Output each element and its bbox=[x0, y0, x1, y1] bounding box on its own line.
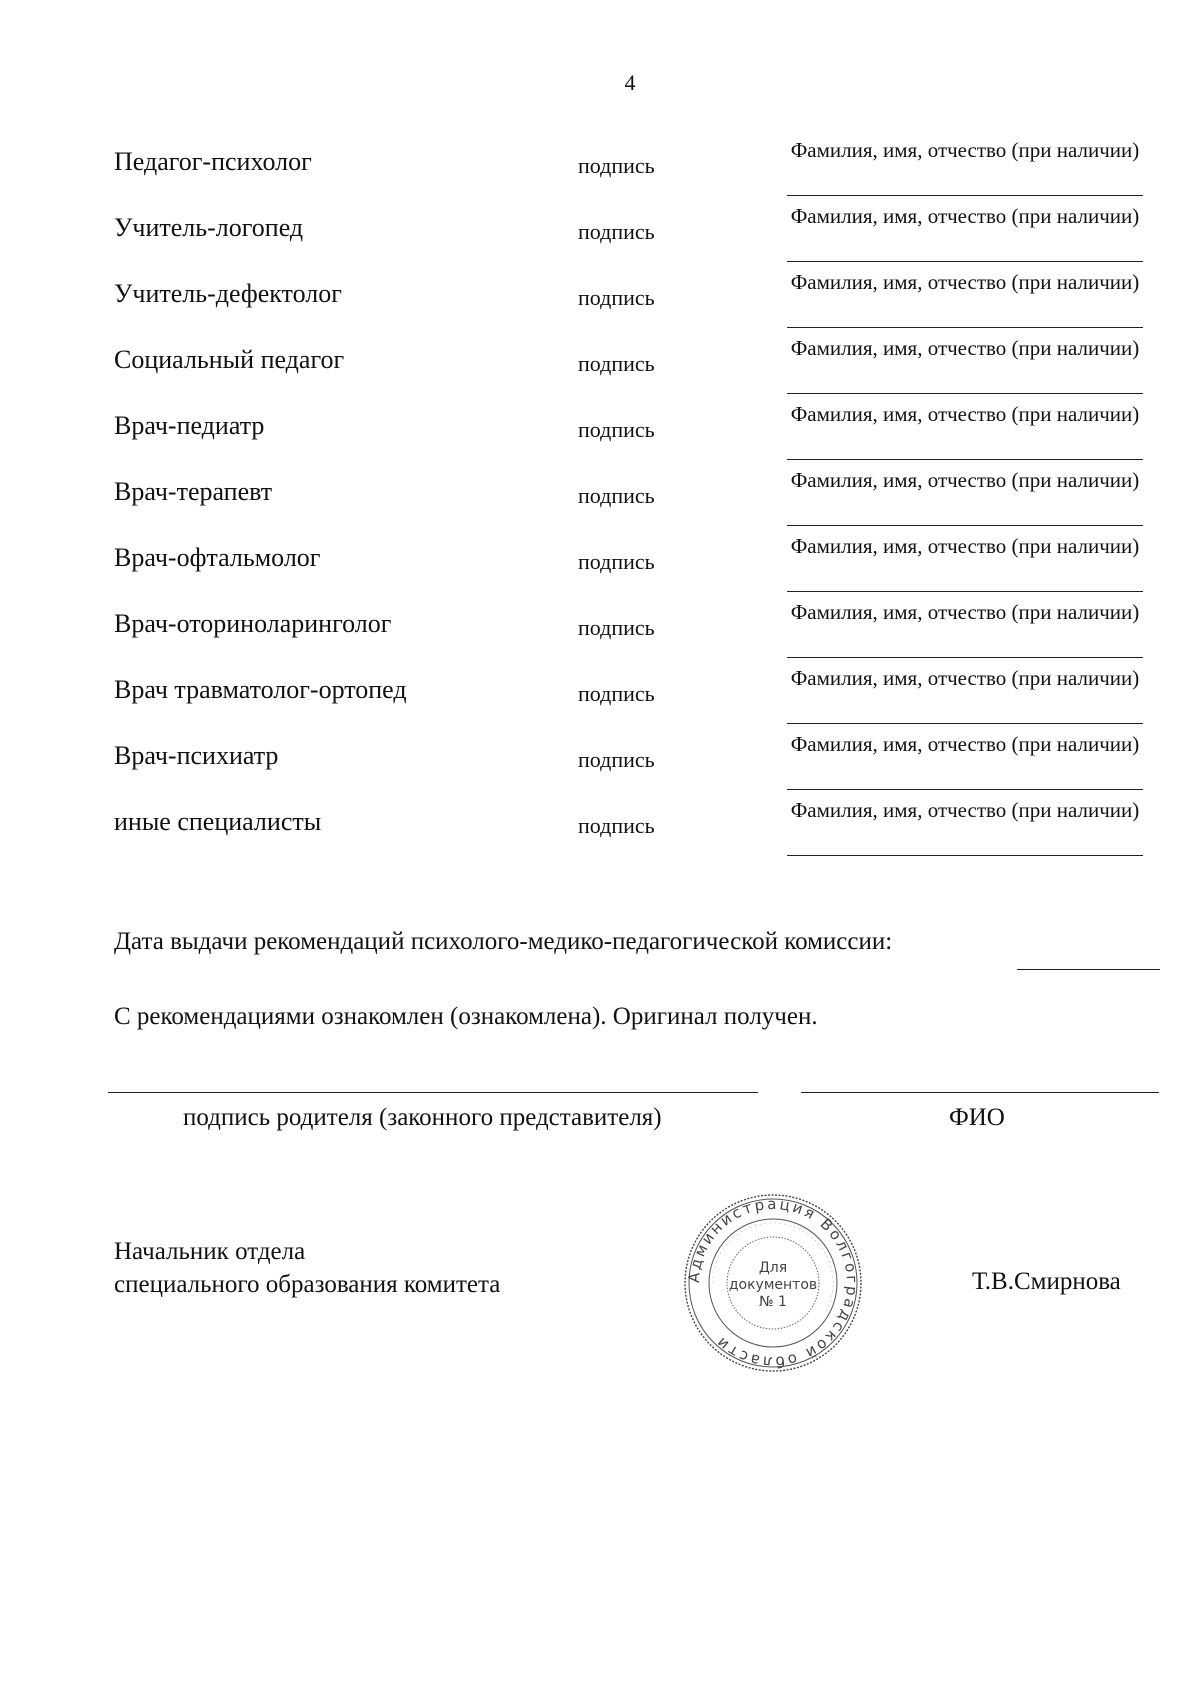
signature-row bbox=[0, 663, 1200, 729]
signature-caption: подпись bbox=[578, 681, 655, 706]
fio-line[interactable]: Фамилия, имя, отчество (при наличии) bbox=[787, 533, 1143, 592]
issue-date-label: Дата выдачи рекомендаций психолого-медико-педагогической комиссии: bbox=[114, 928, 893, 955]
head-title-line-1: Начальник отдела bbox=[114, 1238, 306, 1265]
fio-line[interactable]: Фамилия, имя, отчество (при наличии) bbox=[787, 599, 1143, 658]
signature-caption: подпись bbox=[578, 615, 655, 640]
signature-caption: подпись bbox=[578, 747, 655, 772]
parent-fio-line[interactable] bbox=[801, 1092, 1159, 1093]
role-label: Социальный педагог bbox=[114, 345, 345, 374]
role-label: Врач-педиатр bbox=[114, 411, 265, 440]
fio-line[interactable]: Фамилия, имя, отчество (при наличии) bbox=[787, 467, 1143, 526]
fio-line[interactable]: Фамилия, имя, отчество (при наличии) bbox=[787, 203, 1143, 262]
signature-row bbox=[0, 795, 1200, 861]
stamp-center-line-3: № 1 bbox=[759, 1294, 787, 1310]
fio-line[interactable]: Фамилия, имя, отчество (при наличии) bbox=[787, 401, 1143, 460]
role-label: Врач-оториноларинголог bbox=[114, 609, 392, 638]
signature-row bbox=[0, 267, 1200, 333]
signature-caption: подпись bbox=[578, 549, 655, 574]
stamp-center-line-2: документов bbox=[728, 1277, 818, 1293]
stamp-inner-ring-marks: · · · · · · · · · · · · · · · · · · · · · · · · · · · · · · · · · · · · · · · · · · · · bbox=[709, 1219, 837, 1313]
role-label: Учитель-логопед bbox=[114, 213, 304, 242]
role-label: Врач травматолог-ортопед bbox=[114, 675, 407, 704]
signature-row bbox=[0, 399, 1200, 465]
official-stamp bbox=[680, 1190, 866, 1376]
issue-date-line[interactable] bbox=[1017, 969, 1160, 970]
signature-caption: подпись bbox=[578, 153, 655, 178]
role-label: Педагог-психолог bbox=[114, 147, 312, 176]
signature-row bbox=[0, 465, 1200, 531]
fio-line[interactable]: Фамилия, имя, отчество (при наличии) bbox=[787, 731, 1143, 790]
signature-caption: подпись bbox=[578, 285, 655, 310]
stamp-center-line-1: Для bbox=[758, 1260, 788, 1276]
role-label: Врач-психиатр bbox=[114, 741, 279, 770]
role-label: Врач-терапевт bbox=[114, 477, 273, 506]
signature-caption: подпись bbox=[578, 417, 655, 442]
parent-signature-line[interactable] bbox=[108, 1092, 758, 1093]
fio-line[interactable]: Фамилия, имя, отчество (при наличии) bbox=[787, 335, 1143, 394]
signature-row bbox=[0, 135, 1200, 201]
role-label: Учитель-дефектолог bbox=[114, 279, 342, 308]
acknowledgement-text: С рекомендациями ознакомлен (ознакомлена). Оригинал получен. bbox=[114, 1003, 818, 1030]
role-label: Врач-офтальмолог bbox=[114, 543, 321, 572]
parent-fio-caption: ФИО bbox=[949, 1104, 1005, 1131]
signature-row bbox=[0, 729, 1200, 795]
head-title bbox=[114, 1235, 500, 1301]
head-title-line-2: специального образования комитета bbox=[114, 1271, 501, 1298]
page-number: 4 bbox=[624, 70, 636, 95]
fio-line[interactable]: Фамилия, имя, отчество (при наличии) bbox=[787, 269, 1143, 328]
role-label: иные специалисты bbox=[114, 807, 322, 836]
signature-caption: подпись bbox=[578, 351, 655, 376]
signature-row bbox=[0, 531, 1200, 597]
signature-caption: подпись bbox=[578, 483, 655, 508]
signature-row bbox=[0, 597, 1200, 663]
signature-row bbox=[0, 201, 1200, 267]
parent-signature-caption: подпись родителя (законного представителя) bbox=[183, 1104, 662, 1131]
fio-line[interactable]: Фамилия, имя, отчество (при наличии) bbox=[787, 797, 1143, 856]
signature-row bbox=[0, 333, 1200, 399]
fio-line[interactable]: Фамилия, имя, отчество (при наличии) bbox=[787, 137, 1143, 196]
head-name: Т.В.Смирнова bbox=[972, 1268, 1121, 1295]
fio-line[interactable]: Фамилия, имя, отчество (при наличии) bbox=[787, 665, 1143, 724]
signature-caption: подпись bbox=[578, 219, 655, 244]
stamp-ring-text: Администрация Волгоградской области bbox=[684, 1194, 862, 1372]
signature-caption: подпись bbox=[578, 813, 655, 838]
